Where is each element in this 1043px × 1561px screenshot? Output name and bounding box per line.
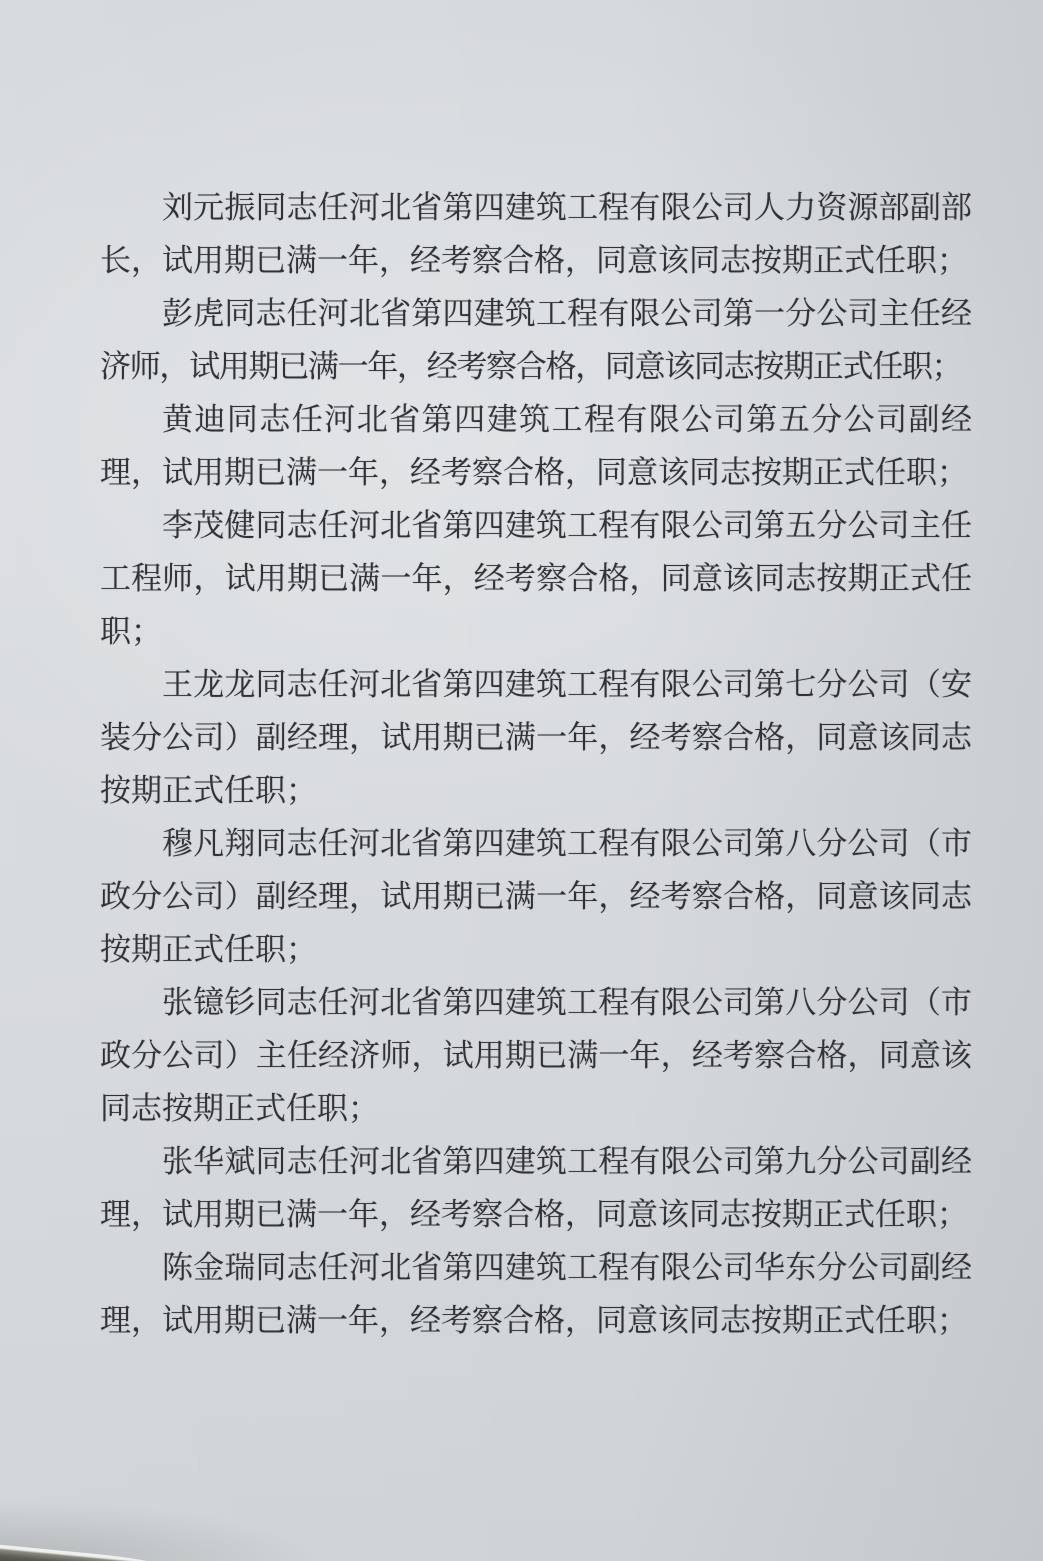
text-line: 理，试用期已满一年，经考察合格，同意该同志按期正式任职； [100, 1197, 968, 1232]
text-line: 政分公司）主任经济师，试用期已满一年，经考察合格，同意该 [100, 1038, 972, 1073]
text-line: 彭虎同志任河北省第四建筑工程有限公司第一分公司主任经 [162, 296, 972, 331]
appointment-paragraph [100, 1135, 972, 1241]
text-line: 陈金瑞同志任河北省第四建筑工程有限公司华东分公司副经 [162, 1250, 972, 1285]
text-line: 张华斌同志任河北省第四建筑工程有限公司第九分公司副经 [162, 1144, 972, 1179]
text-line: 张镱钐同志任河北省第四建筑工程有限公司第八分公司（市 [162, 985, 972, 1020]
text-line: 刘元振同志任河北省第四建筑工程有限公司人力资源部副部 [162, 190, 972, 225]
text-line: 理，试用期已满一年，经考察合格，同意该同志按期正式任职； [100, 455, 968, 490]
appointment-paragraph [100, 1241, 972, 1347]
appointment-paragraph [100, 287, 972, 393]
text-line: 装分公司）副经理，试用期已满一年，经考察合格，同意该同志 [100, 720, 972, 755]
text-line: 王龙龙同志任河北省第四建筑工程有限公司第七分公司（安 [162, 667, 972, 702]
text-line: 穆凡翔同志任河北省第四建筑工程有限公司第八分公司（市 [162, 826, 972, 861]
text-line: 职； [100, 614, 162, 649]
text-line: 长，试用期已满一年，经考察合格，同意该同志按期正式任职； [100, 243, 968, 278]
appointment-paragraph [100, 976, 972, 1135]
document-body-text [0, 181, 1043, 1347]
text-line: 黄迪同志任河北省第四建筑工程有限公司第五分公司副经 [162, 402, 972, 437]
text-line: 同志按期正式任职； [100, 1091, 379, 1126]
appointment-paragraph [100, 499, 972, 658]
appointment-paragraph [100, 181, 972, 287]
text-line: 李茂健同志任河北省第四建筑工程有限公司第五分公司主任 [162, 508, 972, 543]
text-line: 按期正式任职； [100, 932, 317, 967]
appointment-paragraph [100, 393, 972, 499]
text-line: 理，试用期已满一年，经考察合格，同意该同志按期正式任职； [100, 1303, 968, 1338]
text-line: 工程师，试用期已满一年，经考察合格，同意该同志按期正式任 [100, 561, 972, 596]
text-line: 济师，试用期已满一年，经考察合格，同意该同志按期正式任职； [100, 349, 962, 384]
text-line: 政分公司）副经理，试用期已满一年，经考察合格，同意该同志 [100, 879, 972, 914]
text-line: 按期正式任职； [100, 773, 317, 808]
desk-surface-corner [0, 1544, 261, 1561]
appointment-paragraph [100, 817, 972, 976]
appointment-paragraph [100, 658, 972, 817]
